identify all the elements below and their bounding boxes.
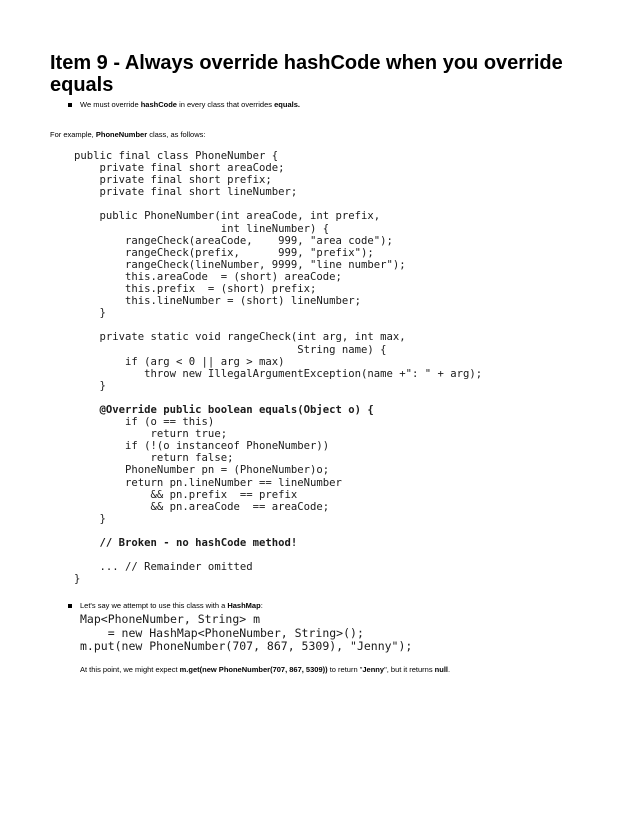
code-line: rangeCheck(lineNumber, 9999, "line number"); [74, 258, 406, 271]
bullet-icon [68, 604, 72, 608]
code-line: } [74, 573, 81, 586]
bullet-hashmap-note [80, 601, 263, 611]
code-line: this.prefix = (short) prefix; [74, 283, 317, 296]
code-line: @Override public boolean equals(Object o) { [74, 403, 374, 416]
code-line: } [74, 512, 106, 525]
code-line [74, 319, 482, 331]
code-block-phonenumber [74, 150, 482, 585]
code-line: private static void rangeCheck(int arg, int max, [74, 331, 406, 344]
bullet-text: Let's say we attempt to use this class with a [80, 601, 228, 610]
conclusion-text: . [448, 665, 451, 674]
code-line: rangeCheck(areaCode, 999, "area code"); [74, 234, 393, 247]
code-line: if (arg < 0 || arg > max) [74, 355, 285, 368]
keyword-get-call: m.get(new PhoneNumber(707, 867, 5309)) [179, 665, 328, 674]
bullet-text: We must override [80, 100, 141, 109]
bullet-icon [68, 103, 72, 107]
intro-paragraph [50, 130, 205, 140]
code-line: // Broken - no hashCode method! [74, 537, 298, 549]
keyword-phonenumber: PhoneNumber [95, 130, 148, 139]
code-line: } [74, 379, 106, 392]
code-line: && pn.prefix == prefix [74, 488, 298, 501]
code-line [74, 198, 482, 210]
keyword-hashcode: hashCode [140, 100, 177, 109]
code-line: this.lineNumber = (short) lineNumber; [74, 295, 362, 308]
code-line: this.areaCode = (short) areaCode; [74, 270, 342, 283]
bullet-text: in every class that overrides [176, 100, 275, 109]
keyword-null: null [434, 665, 449, 674]
intro-text: class, as follows: [147, 130, 206, 139]
code-line: private final short prefix; [74, 174, 272, 187]
code-line: && pn.areaCode == areaCode; [74, 500, 330, 513]
code-line [74, 392, 482, 404]
code-line: if (!(o instanceof PhoneNumber)) [74, 440, 330, 453]
conclusion-text: At this point, we might expect [80, 665, 180, 674]
intro-text: For example, [50, 130, 96, 139]
code-line: return true; [74, 428, 228, 441]
code-line: PhoneNumber pn = (PhoneNumber)o; [74, 464, 330, 477]
code-line: public PhoneNumber(int areaCode, int prefix, [74, 210, 381, 223]
conclusion-text: ", but it returns [384, 665, 435, 674]
code-line: private final short areaCode; [74, 162, 285, 175]
code-line: Map<PhoneNumber, String> m [80, 612, 261, 626]
code-line [74, 549, 482, 561]
conclusion-paragraph [80, 665, 450, 675]
code-line: public final class PhoneNumber { [74, 150, 279, 162]
keyword-jenny: Jenny [362, 665, 385, 674]
page-title: Item 9 - Always override hashCode when you override equals [50, 52, 563, 96]
code-line [74, 525, 482, 537]
keyword-equals: equals. [274, 100, 300, 109]
code-line: private final short lineNumber; [74, 186, 298, 199]
code-line: return pn.lineNumber == lineNumber [74, 476, 342, 489]
code-line: return false; [74, 452, 234, 465]
code-line: } [74, 307, 106, 320]
code-line: if (o == this) [74, 416, 215, 429]
bullet-override-note [80, 100, 300, 110]
bullet-text: : [260, 601, 263, 610]
code-block-hashmap [80, 613, 412, 654]
code-line: String name) { [74, 343, 387, 356]
code-line: int lineNumber) { [74, 222, 330, 235]
conclusion-text: to return " [327, 665, 363, 674]
code-line: throw new IllegalArgumentException(name +": " + arg); [74, 367, 483, 380]
code-line: ... // Remainder omitted [74, 561, 253, 574]
code-line: rangeCheck(prefix, 999, "prefix"); [74, 246, 374, 259]
code-line: = new HashMap<PhoneNumber, String>(); [80, 625, 364, 640]
code-line: m.put(new PhoneNumber(707, 867, 5309), "Jenny"); [80, 639, 413, 653]
keyword-hashmap: HashMap [227, 601, 261, 610]
